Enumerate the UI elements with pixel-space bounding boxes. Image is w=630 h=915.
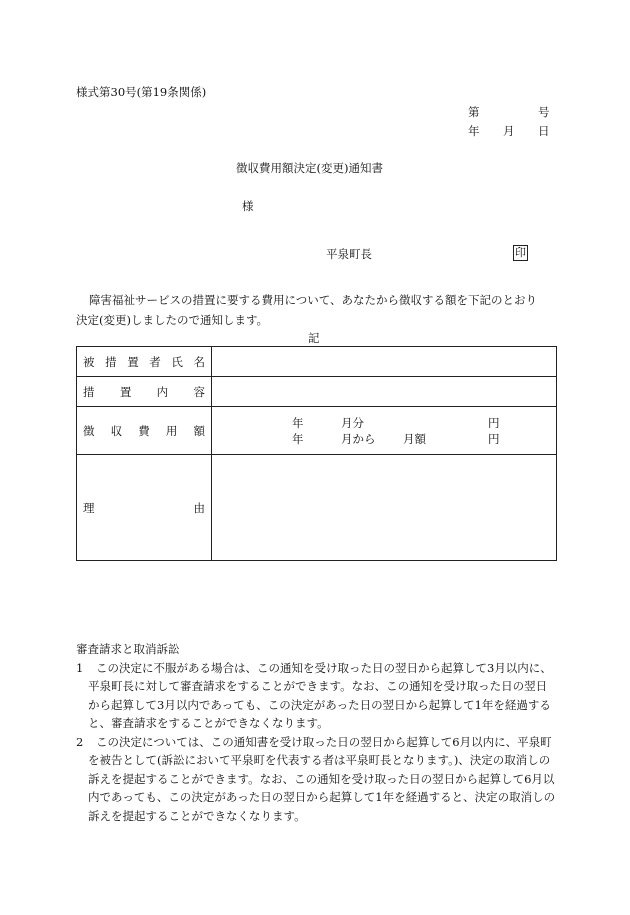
date-year: 年 xyxy=(468,124,480,138)
value-reason[interactable] xyxy=(212,455,557,561)
date-month: 月 xyxy=(503,124,515,138)
label-char: 措 xyxy=(83,384,95,399)
seal-mark xyxy=(513,245,528,261)
amount-yen: 円 xyxy=(488,415,500,430)
amount-yen: 円 xyxy=(488,431,500,446)
label-char: 額 xyxy=(193,423,205,438)
label-char: 氏 xyxy=(171,354,183,369)
document-title: 徴収費用額決定(変更)通知書 xyxy=(236,161,383,175)
issuer-name: 平泉町長 xyxy=(326,247,372,261)
label-char: 徴 xyxy=(83,423,95,438)
label-char: 収 xyxy=(110,423,123,438)
amount-monthly: 月額 xyxy=(403,431,426,446)
label-char: 由 xyxy=(193,500,205,515)
seal-text: 印 xyxy=(515,246,526,259)
label-measure-content xyxy=(77,377,212,407)
notes-heading: 審査請求と取消訴訟 xyxy=(76,642,180,656)
amount-year: 年 xyxy=(292,431,304,446)
label-char: 名 xyxy=(193,354,205,369)
note-text: この決定については、この通知書を受け取った日の翌日から起算して6月以内に、平泉町を被告として(訴訟において平泉町を代表する者は平泉町長となります。)、決定の取消しの訴えを提起することができます。なお、この通知を受け取った日の翌日から起算して6月以内であっても、この決定があった日の翌日から起算して1年を経過すると、決定の取消しの訴えを提起することができなくなります。 xyxy=(88,734,556,823)
appeal-notes xyxy=(76,640,558,825)
label-char: 置 xyxy=(127,354,139,369)
label-char: 容 xyxy=(193,384,205,399)
table-row-collection-amount xyxy=(77,407,557,455)
note-number: 2 xyxy=(76,734,84,749)
recipient-honorific: 様 xyxy=(242,199,254,213)
label-char: 用 xyxy=(165,423,178,438)
table-row-measure-content xyxy=(77,377,557,407)
table-row-reason xyxy=(77,455,557,561)
amount-month-from: 月から xyxy=(341,431,376,446)
form-number: 様式第30号(第19条関係) xyxy=(76,85,207,99)
label-reason xyxy=(77,455,212,561)
document-number-prefix: 第 xyxy=(468,105,480,119)
body-line-1: 障害福祉サービスの措置に要する費用について、あなたから徴収する額を下記のとおり xyxy=(89,293,538,307)
label-char: 被 xyxy=(83,354,95,369)
amount-line-1 xyxy=(212,415,556,431)
amount-line-2 xyxy=(212,431,556,447)
table-row-subject-name xyxy=(77,347,557,377)
note-item xyxy=(76,733,558,826)
amount-month: 月分 xyxy=(341,415,364,430)
value-subject-name[interactable] xyxy=(212,347,557,377)
ki-heading: 記 xyxy=(308,331,320,345)
label-char: 者 xyxy=(149,354,161,369)
label-char: 理 xyxy=(83,500,95,515)
value-collection-amount[interactable] xyxy=(212,407,557,455)
note-text: この決定に不服がある場合は、この通知を受け取った日の翌日から起算して3月以内に、平泉町長に対して審査請求をすることができます。なお、この通知を受け取った日の翌日から起算して3月以内であっても、この決定があった日の翌日から起算して1年を経過すると、審査請求をすることができなくなります。 xyxy=(88,660,552,730)
amount-year: 年 xyxy=(292,415,304,430)
note-number: 1 xyxy=(76,660,84,675)
notice-table xyxy=(76,346,557,561)
note-item xyxy=(76,659,558,733)
document-number-suffix: 号 xyxy=(538,105,550,119)
label-char: 措 xyxy=(105,354,117,369)
label-char: 費 xyxy=(138,423,150,438)
label-subject-name xyxy=(77,347,212,377)
body-line-2: 決定(変更)しましたので通知します。 xyxy=(76,313,269,327)
value-measure-content[interactable] xyxy=(212,377,557,407)
label-char: 置 xyxy=(119,384,132,399)
label-collection-amount xyxy=(77,407,212,455)
date-day: 日 xyxy=(538,124,550,138)
label-char: 内 xyxy=(156,384,169,399)
